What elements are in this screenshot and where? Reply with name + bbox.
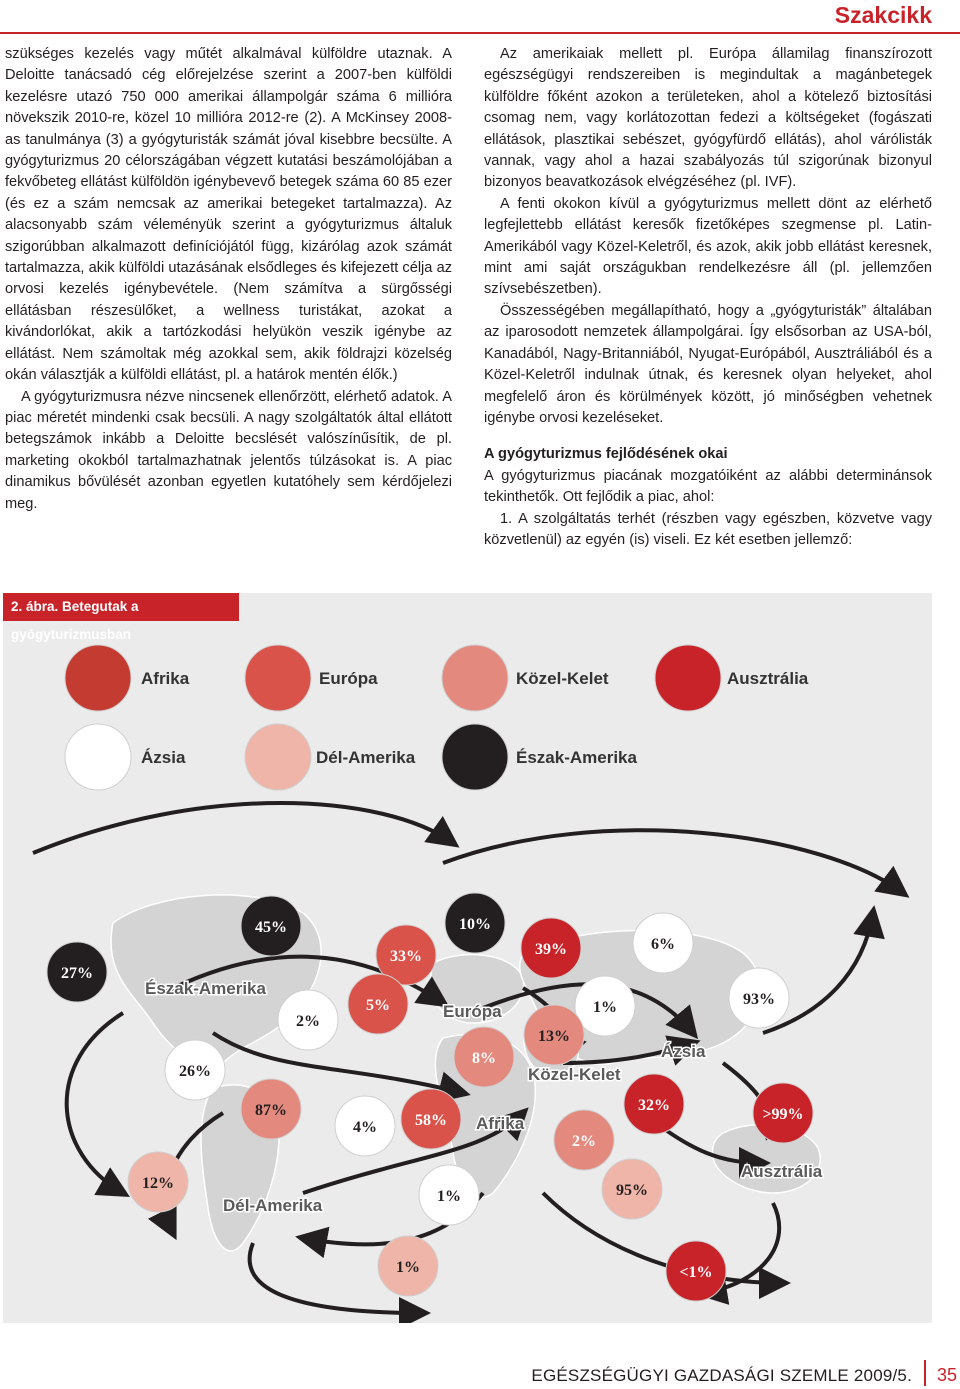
legend-label: Ausztrália — [727, 669, 809, 688]
legend-swatch — [442, 645, 508, 711]
percentage-label: 2% — [296, 1013, 320, 1030]
legend — [65, 645, 721, 790]
percentage-label: 33% — [390, 948, 422, 965]
percentage-label: 8% — [472, 1050, 496, 1067]
legend-label: Észak-Amerika — [516, 748, 637, 767]
paragraph: Az amerikaiak mellett pl. Európa államilag finanszírozott egészségügyi rendszereiben is megindultak a magánbetegek külföldre főként azokon a területeken, ahol a kötelező biztosítási csomag nem, vagy korlátozottan fedezi a költségeket (fogászati ellátások, plasztikai sebészet, gyógyfürdő ellátás), ahol várólisták vannak, vagy ahol a hazai szabályozás túl szigorúnak bizonyul bizonyos beavatkozások elvégzéséhez (pl. IVF). — [484, 46, 932, 191]
legend-swatch — [655, 645, 721, 711]
percentage-label: 58% — [415, 1112, 447, 1129]
percentage-label: 10% — [459, 916, 491, 933]
paragraph: A gyógyturizmusra nézve nincsenek ellenőrzött, elérhető adatok. A piac méretét mindenki csak becsüli. A nagy szolgáltatók által ellátott betegszámok inkább a Deloitte becslését valószínűsítik, de pl. marketing okokból tartalmazhatnak jelentős túlzásokat is. A piac dinamikus bővülését azonban egyetlen kutatóhely sem kérdőjelezi meg. — [5, 388, 452, 512]
percentage-label: 6% — [651, 936, 675, 953]
footer-separator — [924, 1360, 926, 1386]
legend-label: Dél-Amerika — [316, 748, 416, 767]
paragraph: A fenti okokon kívül a gyógyturizmus mellett dönt az elérhető legfejlettebb ellátást keresők fizetőképes szegmense pl. Latin-Amerikából vagy Közel-Keletről, és azok, akik jobb ellátást keresnek, mint ami saját országukban rendelkezésre áll (pl. jellemzően szívsebészetben). — [484, 195, 932, 298]
region-label: Észak-Amerika — [145, 979, 266, 998]
legend-label: Ázsia — [141, 748, 186, 767]
percentage-label: 1% — [593, 999, 617, 1016]
percentage-label: 39% — [535, 941, 567, 958]
section-title: Szakcikk — [834, 2, 932, 28]
legend-label: Európa — [319, 669, 378, 688]
percentage-label: >99% — [762, 1106, 804, 1123]
region-label: Európa — [443, 1002, 502, 1021]
legend-swatch — [245, 645, 311, 711]
legend-swatch — [442, 724, 508, 790]
percentage-label: 1% — [396, 1259, 420, 1276]
percentage-label: 93% — [743, 991, 775, 1008]
legend-label: Közel-Kelet — [516, 669, 609, 688]
paragraph: Összességében megállapítható, hogy a „gyógyturisták” általában az iparosodott nemzetek állampolgárai. Így elsősorban az USA-ból, Kanadából, Nagy-Britanniából, Nyugat-Európából, Ausztráliából és a Közel-Keletről indulnak útnak, és keresnek olyan helyeket, ahol megfelelő áron és körülmények között, jó minőségben vehetnek igénybe orvosi kezeléseket. — [484, 302, 932, 426]
paragraph: szükséges kezelés vagy műtét alkalmával külföldre utaznak. A Deloitte tanácsadó cég előrejelzése szerint a 2007-ben külföldi kezelésre utazó 750 000 amerikai állampolgár száma 6 millióra növekszik 2010-re, közel 10 millióra 2012-re (2). A McKinsey 2008-as tanulmánya (3) a gyógyturisták számát jóval kisebbre becsülte. A gyógyturizmus 20 célországában végzett kutatási beszámolójában a fekvőbeteg ellátást külföldön igénybevevő betegek száma 60 85 ezer (és ez a szám nemcsak az amerikai betegeket tartalmazza). Az alacsonyabb szám véleményük szerint a gyógyturizmus általuk szigorúbban alkalmazott definíciójától függ, kizárólag azok számát tartalmazza, akik külföldi utazásának elsődleges és kifejezett célja az orvosi kezelés igénybevétele. (Nem számítva a sürgősségi ellátásban részesülőket, a wellness turistákat, azokat a kivándorlókat, akik a tartózkodási helyükön veszik igénybe az ellátást. Nem számoltak még azokkal sem, akik földrajzi közelség okán választják a külföldi ellátást, pl. a határok mentén élők.) — [5, 46, 452, 384]
region-label: Afrika — [476, 1114, 525, 1133]
paragraph: 1. A szolgáltatás terhét (részben vagy egészben, közvetve vagy közvetlenül) az egyén (is) viseli. Ez két esetben jellemző: — [484, 510, 932, 548]
paragraph: A gyógyturizmus piacának mozgatóiként az alábbi determinánsok tekinthetők. Ott fejlődik a piac, ahol: — [484, 467, 932, 506]
legend-swatch — [65, 724, 131, 790]
region-label: Ausztrália — [741, 1162, 823, 1181]
section-heading: A gyógyturizmus fejlődésének okai — [484, 446, 728, 463]
patient-flow-figure — [3, 593, 932, 1323]
legend-swatch — [245, 724, 311, 790]
percentage-label: 12% — [142, 1175, 174, 1192]
figure-title: 2. ábra. Betegutak a gyógyturizmusban — [3, 593, 239, 621]
journal-name: EGÉSZSÉGÜGYI GAZDASÁGI SZEMLE 2009/5. — [531, 1366, 912, 1385]
percentage-label: 95% — [616, 1182, 648, 1199]
right-column — [484, 44, 932, 551]
percentage-label: 2% — [572, 1133, 596, 1150]
left-column — [5, 44, 452, 515]
percentage-label: 32% — [638, 1097, 670, 1114]
percentage-label: 45% — [255, 919, 287, 936]
percentage-label: 13% — [538, 1028, 570, 1045]
percentage-label: 26% — [179, 1063, 211, 1080]
region-label: Dél-Amerika — [223, 1196, 323, 1215]
figure-canvas — [3, 593, 932, 1323]
region-label: Közel-Kelet — [528, 1065, 621, 1084]
percentage-label: 5% — [366, 997, 390, 1014]
percentage-label: <1% — [679, 1264, 713, 1281]
legend-swatch — [65, 645, 131, 711]
region-label: Ázsia — [661, 1042, 706, 1061]
percentage-label: 4% — [353, 1119, 377, 1136]
legend-label: Afrika — [141, 669, 190, 688]
percentage-label: 87% — [255, 1102, 287, 1119]
percentage-label: 1% — [437, 1188, 461, 1205]
percentage-label: 27% — [61, 965, 93, 982]
page-number: 35 — [936, 1365, 957, 1385]
header-rule — [0, 32, 960, 34]
